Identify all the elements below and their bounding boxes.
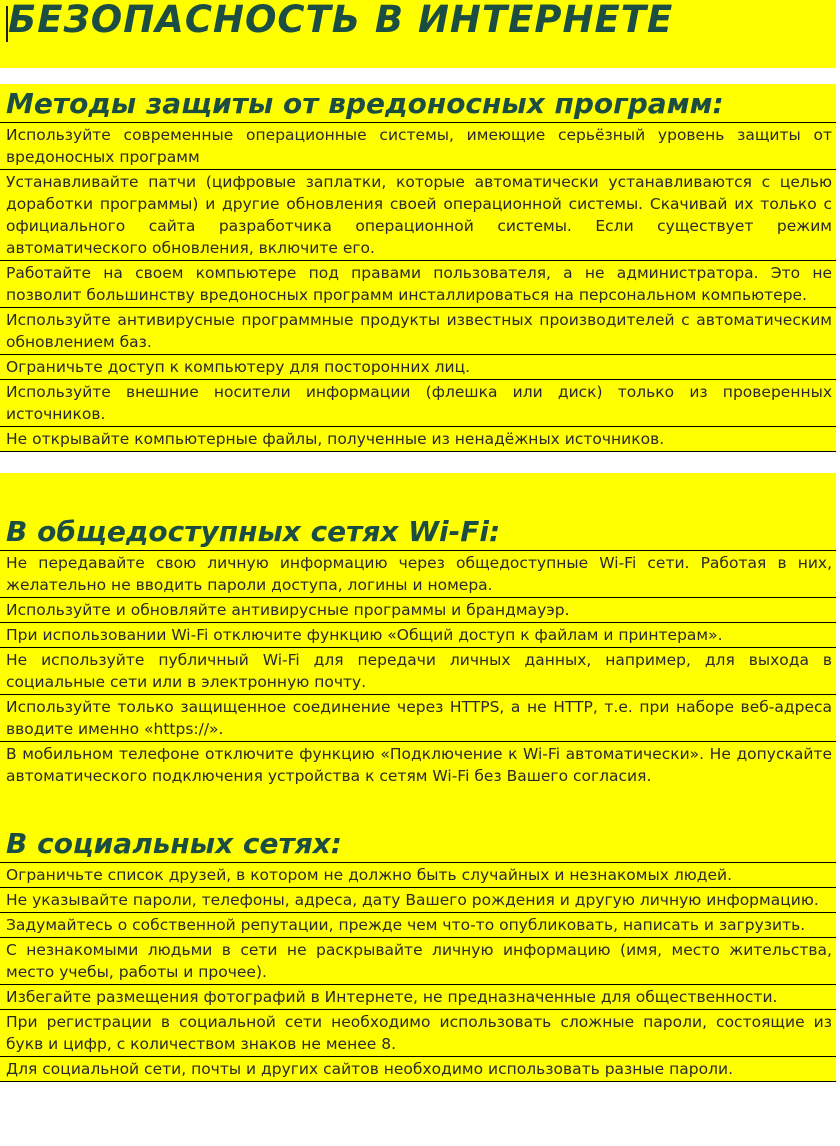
- section-heading: Методы защиты от вредоносных программ:: [6, 87, 724, 120]
- safety-tip-item: Используйте современные операционные системы, имеющие серьёзный уровень защиты от вредоносных программ: [0, 123, 836, 170]
- section-heading-banner: [0, 473, 836, 550]
- section-public-wifi: [0, 473, 836, 789]
- section-heading-banner: [0, 785, 836, 862]
- safety-tip-item: Не используйте публичный Wi-Fi для передачи личных данных, например, для выхода в социальные сети или в электронную почту.: [0, 648, 836, 695]
- safety-tip-item: При регистрации в социальной сети необходимо использовать сложные пароли, состоящие из букв и цифр, с количеством знаков не менее 8.: [0, 1010, 836, 1057]
- safety-tip-item: Ограничьте список друзей, в котором не должно быть случайных и незнакомых людей.: [0, 863, 836, 888]
- safety-tip-item: Не открывайте компьютерные файлы, полученные из ненадёжных источников.: [0, 427, 836, 452]
- safety-tip-item: Работайте на своем компьютере под правами пользователя, а не администратора. Это не позволит большинству вредоносных программ инсталлироваться на персональном компьютере.: [0, 261, 836, 308]
- safety-tip-item: Устанавливайте патчи (цифровые заплатки, которые автоматически устанавливаются с целью доработки программы) и другие обновления своей операционной системы. Скачивай их только с официального сайта разработчика операционной системы. Если существует режим автоматического обновления, включите его.: [0, 170, 836, 261]
- safety-tip-item: С незнакомыми людьми в сети не раскрывайте личную информацию (имя, место жительства, место учебы, работы и прочее).: [0, 938, 836, 985]
- safety-tip-item: Используйте только защищенное соединение через HTTPS, а не HTTP, т.е. при наборе веб-адреса вводите именно «https://».: [0, 695, 836, 742]
- section-malware-protection: [0, 84, 836, 452]
- section-social-networks: [0, 785, 836, 1082]
- section-items: [0, 122, 836, 452]
- section-heading: В социальных сетях:: [6, 827, 342, 860]
- safety-tip-item: Для социальной сети, почты и других сайтов необходимо использовать разные пароли.: [0, 1057, 836, 1082]
- section-heading-banner: [0, 84, 836, 122]
- safety-tip-item: Избегайте размещения фотографий в Интернете, не предназначенные для общественности.: [0, 985, 836, 1010]
- page-title-banner: [0, 0, 836, 68]
- safety-tip-item: Не передавайте свою личную информацию через общедоступные Wi-Fi сети. Работая в них, желательно не вводить пароли доступа, логины и номера.: [0, 551, 836, 598]
- page-title: БЕЗОПАСНОСТЬ В ИНТЕРНЕТЕ: [8, 0, 674, 41]
- safety-tip-item: Используйте антивирусные программные продукты известных производителей с автоматическим обновлением баз.: [0, 308, 836, 355]
- section-items: [0, 862, 836, 1082]
- section-items: [0, 550, 836, 789]
- section-heading: В общедоступных сетях Wi-Fi:: [6, 515, 501, 548]
- safety-tip-item: Ограничьте доступ к компьютеру для посторонних лиц.: [0, 355, 836, 380]
- safety-tip-item: Используйте внешние носители информации (флешка или диск) только из проверенных источников.: [0, 380, 836, 427]
- safety-tip-item: При использовании Wi-Fi отключите функцию «Общий доступ к файлам и принтерам».: [0, 623, 836, 648]
- safety-tip-item: В мобильном телефоне отключите функцию «Подключение к Wi-Fi автоматически». Не допускайте автоматического подключения устройства к сетям Wi-Fi без Вашего согласия.: [0, 742, 836, 789]
- safety-tip-item: Используйте и обновляйте антивирусные программы и брандмауэр.: [0, 598, 836, 623]
- safety-tip-item: Задумайтесь о собственной репутации, прежде чем что-то опубликовать, написать и загрузить.: [0, 913, 836, 938]
- safety-tip-item: Не указывайте пароли, телефоны, адреса, дату Вашего рождения и другую личную информацию.: [0, 888, 836, 913]
